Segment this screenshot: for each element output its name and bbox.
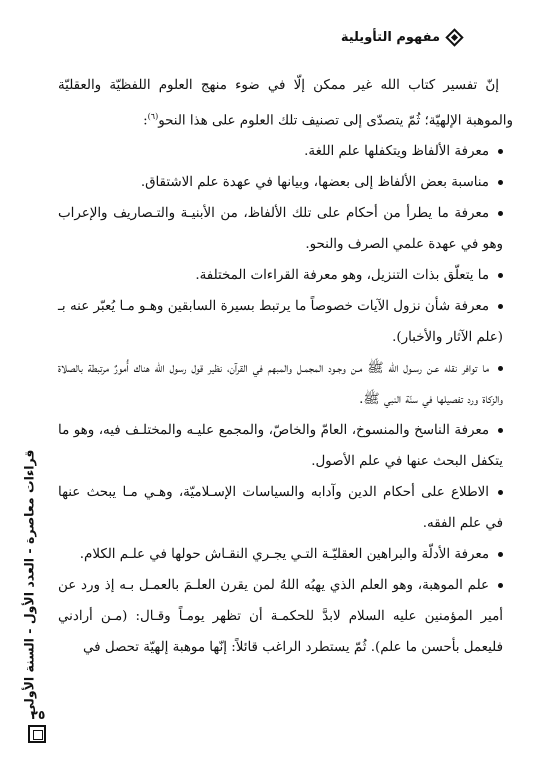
diamond-ornament-icon: [445, 28, 463, 46]
list-item: مناسبة بعض الألفاظ إلى بعضها، وبيانها في عهدة علم الاشتقاق.: [58, 167, 513, 198]
bullet-icon: [498, 273, 503, 278]
list-item: معرفة الناسخ والمنسوخ، العامّ والخاصّ، والمجمع عليـه والمختلـف فيه، وهو ما يتكفل البحث عنها في علم الأصول.: [58, 423, 503, 470]
list-item: علم الموهبة، وهو العلم الذي يهبُه اللهُ لمن يقرن العلـمَ بالعمـل بـه إذ ورد عن أمير المؤمنين عليه السلام لابدَّ للحكمـة أن تظهر يومـاً وقـال: (مـن أرادني فليعمل بأحسن ما علم). ثُمّ يستطرد الراغب قائلاً: إنّها موهبة إلهيّة تحصل في: [58, 578, 503, 656]
bullet-icon: [498, 304, 503, 309]
bullet-icon: [498, 211, 503, 216]
body-text: [58, 70, 513, 663]
bullet-icon: [498, 552, 503, 557]
page-number: ٢٥: [30, 708, 46, 722]
bullet-icon: [498, 149, 503, 154]
bullet-icon: [498, 180, 503, 185]
bullet-icon: [498, 428, 503, 433]
bullet-icon: [498, 490, 503, 495]
page-emblem-icon: [28, 725, 46, 743]
bullet-icon: [498, 366, 503, 371]
list-item: ما يتعلّق بذات التنزيل، وهو معرفة القراءات المختلفة.: [58, 260, 513, 291]
footnote-marker: (٦): [147, 112, 159, 121]
header-title: مفهوم التأويلية: [340, 30, 440, 45]
list-item: معرفة الأدلّة والبراهين العقليّـة التـي يجـري النقـاش حولها في علـم الكلام.: [58, 539, 513, 570]
running-header: [341, 30, 461, 45]
bullet-icon: [498, 583, 503, 588]
intro-paragraph: إنّ تفسير كتاب الله غير ممكن إلّا في ضوء منهج العلوم اللفظيّة والعقليّة والموهبة الإلهيّة؛ ثُمّ يتصدّى إلى تصنيف تلك العلوم على هذا النحو$^{(٦)}$:: [58, 78, 513, 129]
journal-title: قراءات معاصرة - العدد الأول - السنة الأولى: [21, 449, 37, 716]
list-item: معرفة شأن نزول الآيات خصوصاً ما يرتبط بسيرة السابقين وهـو مـا يُعبّر عنه بـ (علم الآثار والأخبار).: [58, 299, 503, 346]
list-item: معرفة الألفاظ ويتكفلها علم اللغة.: [58, 136, 513, 167]
list-item: معرفة ما يطرأ من أحكام على تلك الألفاظ، من الأبنيـة والتـصاريف والإعراب وهو في عهدة علمي الصرف والنحو.: [58, 206, 503, 253]
list-item: ما توافر نقله عـن رسـول الله ﷺ مـن وجـود المجمـل والمبهم في القرآن، نظير قول رسول الله هناك أُمورٌ مرتبطة بالصلاة والزكاة ورد تفصيلها في سنّة النبي ﷺ.: [58, 361, 503, 408]
list-item: الاطلاع على أحكام الدين وآدابه والسياسات الإسـلاميّة، وهـي مـا يبحث عنها في علم الفقه.: [58, 485, 503, 532]
